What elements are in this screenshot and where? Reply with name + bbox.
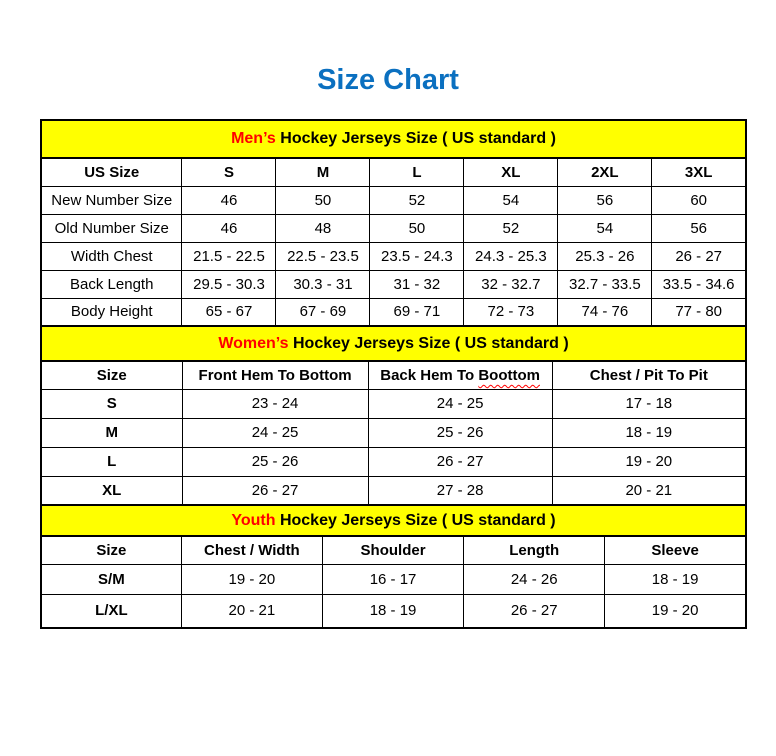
size-value: 69 - 71 xyxy=(370,298,464,326)
mens-data-row xyxy=(41,186,746,214)
youth-column-header: Chest / Width xyxy=(181,536,322,564)
womens-data-row xyxy=(41,418,746,447)
size-value: 18 - 19 xyxy=(322,594,463,628)
size-value: 33.5 - 34.6 xyxy=(652,270,746,298)
youth-column-header: Sleeve xyxy=(605,536,746,564)
size-value: 19 - 20 xyxy=(181,564,322,594)
mens-section-title xyxy=(41,120,746,158)
size-value: 21.5 - 22.5 xyxy=(182,242,276,270)
row-label: New Number Size xyxy=(41,186,182,214)
youth-column-header: Size xyxy=(41,536,181,564)
mens-header-row xyxy=(41,158,746,186)
row-label: L xyxy=(41,447,182,476)
womens-title-accent: Women’s xyxy=(218,334,289,352)
youth-column-header: Shoulder xyxy=(322,536,463,564)
size-value: 67 - 69 xyxy=(276,298,370,326)
size-value: 48 xyxy=(276,214,370,242)
size-value: 20 - 21 xyxy=(552,476,746,505)
size-value: 20 - 21 xyxy=(181,594,322,628)
size-value: 25 - 26 xyxy=(182,447,368,476)
size-value: 26 - 27 xyxy=(464,594,605,628)
youth-data-row xyxy=(41,564,746,594)
size-value: 24 - 26 xyxy=(464,564,605,594)
size-value: 65 - 67 xyxy=(182,298,276,326)
row-label: S xyxy=(41,389,182,418)
womens-column-header: Chest / Pit To Pit xyxy=(552,361,746,389)
size-value: 56 xyxy=(558,186,652,214)
size-value: 54 xyxy=(464,186,558,214)
page-title: Size Chart xyxy=(317,64,459,96)
mens-column-header: M xyxy=(276,158,370,186)
size-value: 77 - 80 xyxy=(652,298,746,326)
womens-data-row xyxy=(41,447,746,476)
size-value: 26 - 27 xyxy=(182,476,368,505)
row-label: Width Chest xyxy=(41,242,182,270)
womens-column-header: Size xyxy=(41,361,182,389)
womens-data-row xyxy=(41,389,746,418)
mens-section-band xyxy=(41,120,746,158)
womens-column-header: Front Hem To Bottom xyxy=(182,361,368,389)
size-value: 31 - 32 xyxy=(370,270,464,298)
size-value: 16 - 17 xyxy=(322,564,463,594)
size-value: 56 xyxy=(652,214,746,242)
column-header-text: Back Hem To xyxy=(380,366,479,384)
womens-column-header xyxy=(368,361,552,389)
size-value: 50 xyxy=(370,214,464,242)
size-value: 60 xyxy=(652,186,746,214)
youth-section-title xyxy=(41,505,746,536)
mens-data-row xyxy=(41,298,746,326)
mens-size-table xyxy=(40,119,747,327)
mens-data-row xyxy=(41,242,746,270)
mens-data-row xyxy=(41,214,746,242)
mens-column-header: 3XL xyxy=(652,158,746,186)
row-label: S/M xyxy=(41,564,181,594)
size-value: 50 xyxy=(276,186,370,214)
size-value: 26 - 27 xyxy=(368,447,552,476)
size-value: 46 xyxy=(182,186,276,214)
size-value: 18 - 19 xyxy=(552,418,746,447)
mens-column-header: XL xyxy=(464,158,558,186)
womens-data-row xyxy=(41,476,746,505)
size-chart-tables xyxy=(40,119,747,629)
size-value: 25 - 26 xyxy=(368,418,552,447)
youth-header-row xyxy=(41,536,746,564)
size-value: 19 - 20 xyxy=(552,447,746,476)
youth-title-accent: Youth xyxy=(231,511,276,529)
size-value: 74 - 76 xyxy=(558,298,652,326)
row-label: L/XL xyxy=(41,594,181,628)
size-value: 52 xyxy=(370,186,464,214)
mens-column-header: 2XL xyxy=(558,158,652,186)
size-value: 30.3 - 31 xyxy=(276,270,370,298)
youth-title-text: Hockey Jerseys Size ( US standard ) xyxy=(275,511,556,529)
size-value: 24 - 25 xyxy=(182,418,368,447)
size-value: 23 - 24 xyxy=(182,389,368,418)
size-value: 29.5 - 30.3 xyxy=(182,270,276,298)
row-label: M xyxy=(41,418,182,447)
mens-column-header: S xyxy=(182,158,276,186)
mens-column-header: US Size xyxy=(41,158,182,186)
womens-section-band xyxy=(41,326,746,361)
mens-data-row xyxy=(41,270,746,298)
misspelled-word: Boottom xyxy=(478,366,540,384)
size-value: 32.7 - 33.5 xyxy=(558,270,652,298)
size-value: 19 - 20 xyxy=(605,594,746,628)
size-value: 54 xyxy=(558,214,652,242)
youth-data-row xyxy=(41,594,746,628)
size-value: 25.3 - 26 xyxy=(558,242,652,270)
size-value: 72 - 73 xyxy=(464,298,558,326)
mens-column-header: L xyxy=(370,158,464,186)
size-value: 23.5 - 24.3 xyxy=(370,242,464,270)
mens-title-accent: Men’s xyxy=(231,130,276,147)
youth-section-band xyxy=(41,505,746,536)
row-label: Back Length xyxy=(41,270,182,298)
youth-column-header: Length xyxy=(464,536,605,564)
size-value: 24 - 25 xyxy=(368,389,552,418)
size-value: 46 xyxy=(182,214,276,242)
row-label: XL xyxy=(41,476,182,505)
mens-title-text: Hockey Jerseys Size ( US standard ) xyxy=(275,130,556,147)
womens-title-text: Hockey Jerseys Size ( US standard ) xyxy=(288,334,569,352)
row-label: Body Height xyxy=(41,298,182,326)
row-label: Old Number Size xyxy=(41,214,182,242)
size-value: 17 - 18 xyxy=(552,389,746,418)
size-value: 18 - 19 xyxy=(605,564,746,594)
womens-header-row xyxy=(41,361,746,389)
size-value: 32 - 32.7 xyxy=(464,270,558,298)
size-value: 26 - 27 xyxy=(652,242,746,270)
size-value: 52 xyxy=(464,214,558,242)
size-value: 22.5 - 23.5 xyxy=(276,242,370,270)
youth-size-table xyxy=(40,504,747,629)
size-value: 27 - 28 xyxy=(368,476,552,505)
womens-section-title xyxy=(41,326,746,361)
size-value: 24.3 - 25.3 xyxy=(464,242,558,270)
womens-size-table xyxy=(40,325,747,506)
